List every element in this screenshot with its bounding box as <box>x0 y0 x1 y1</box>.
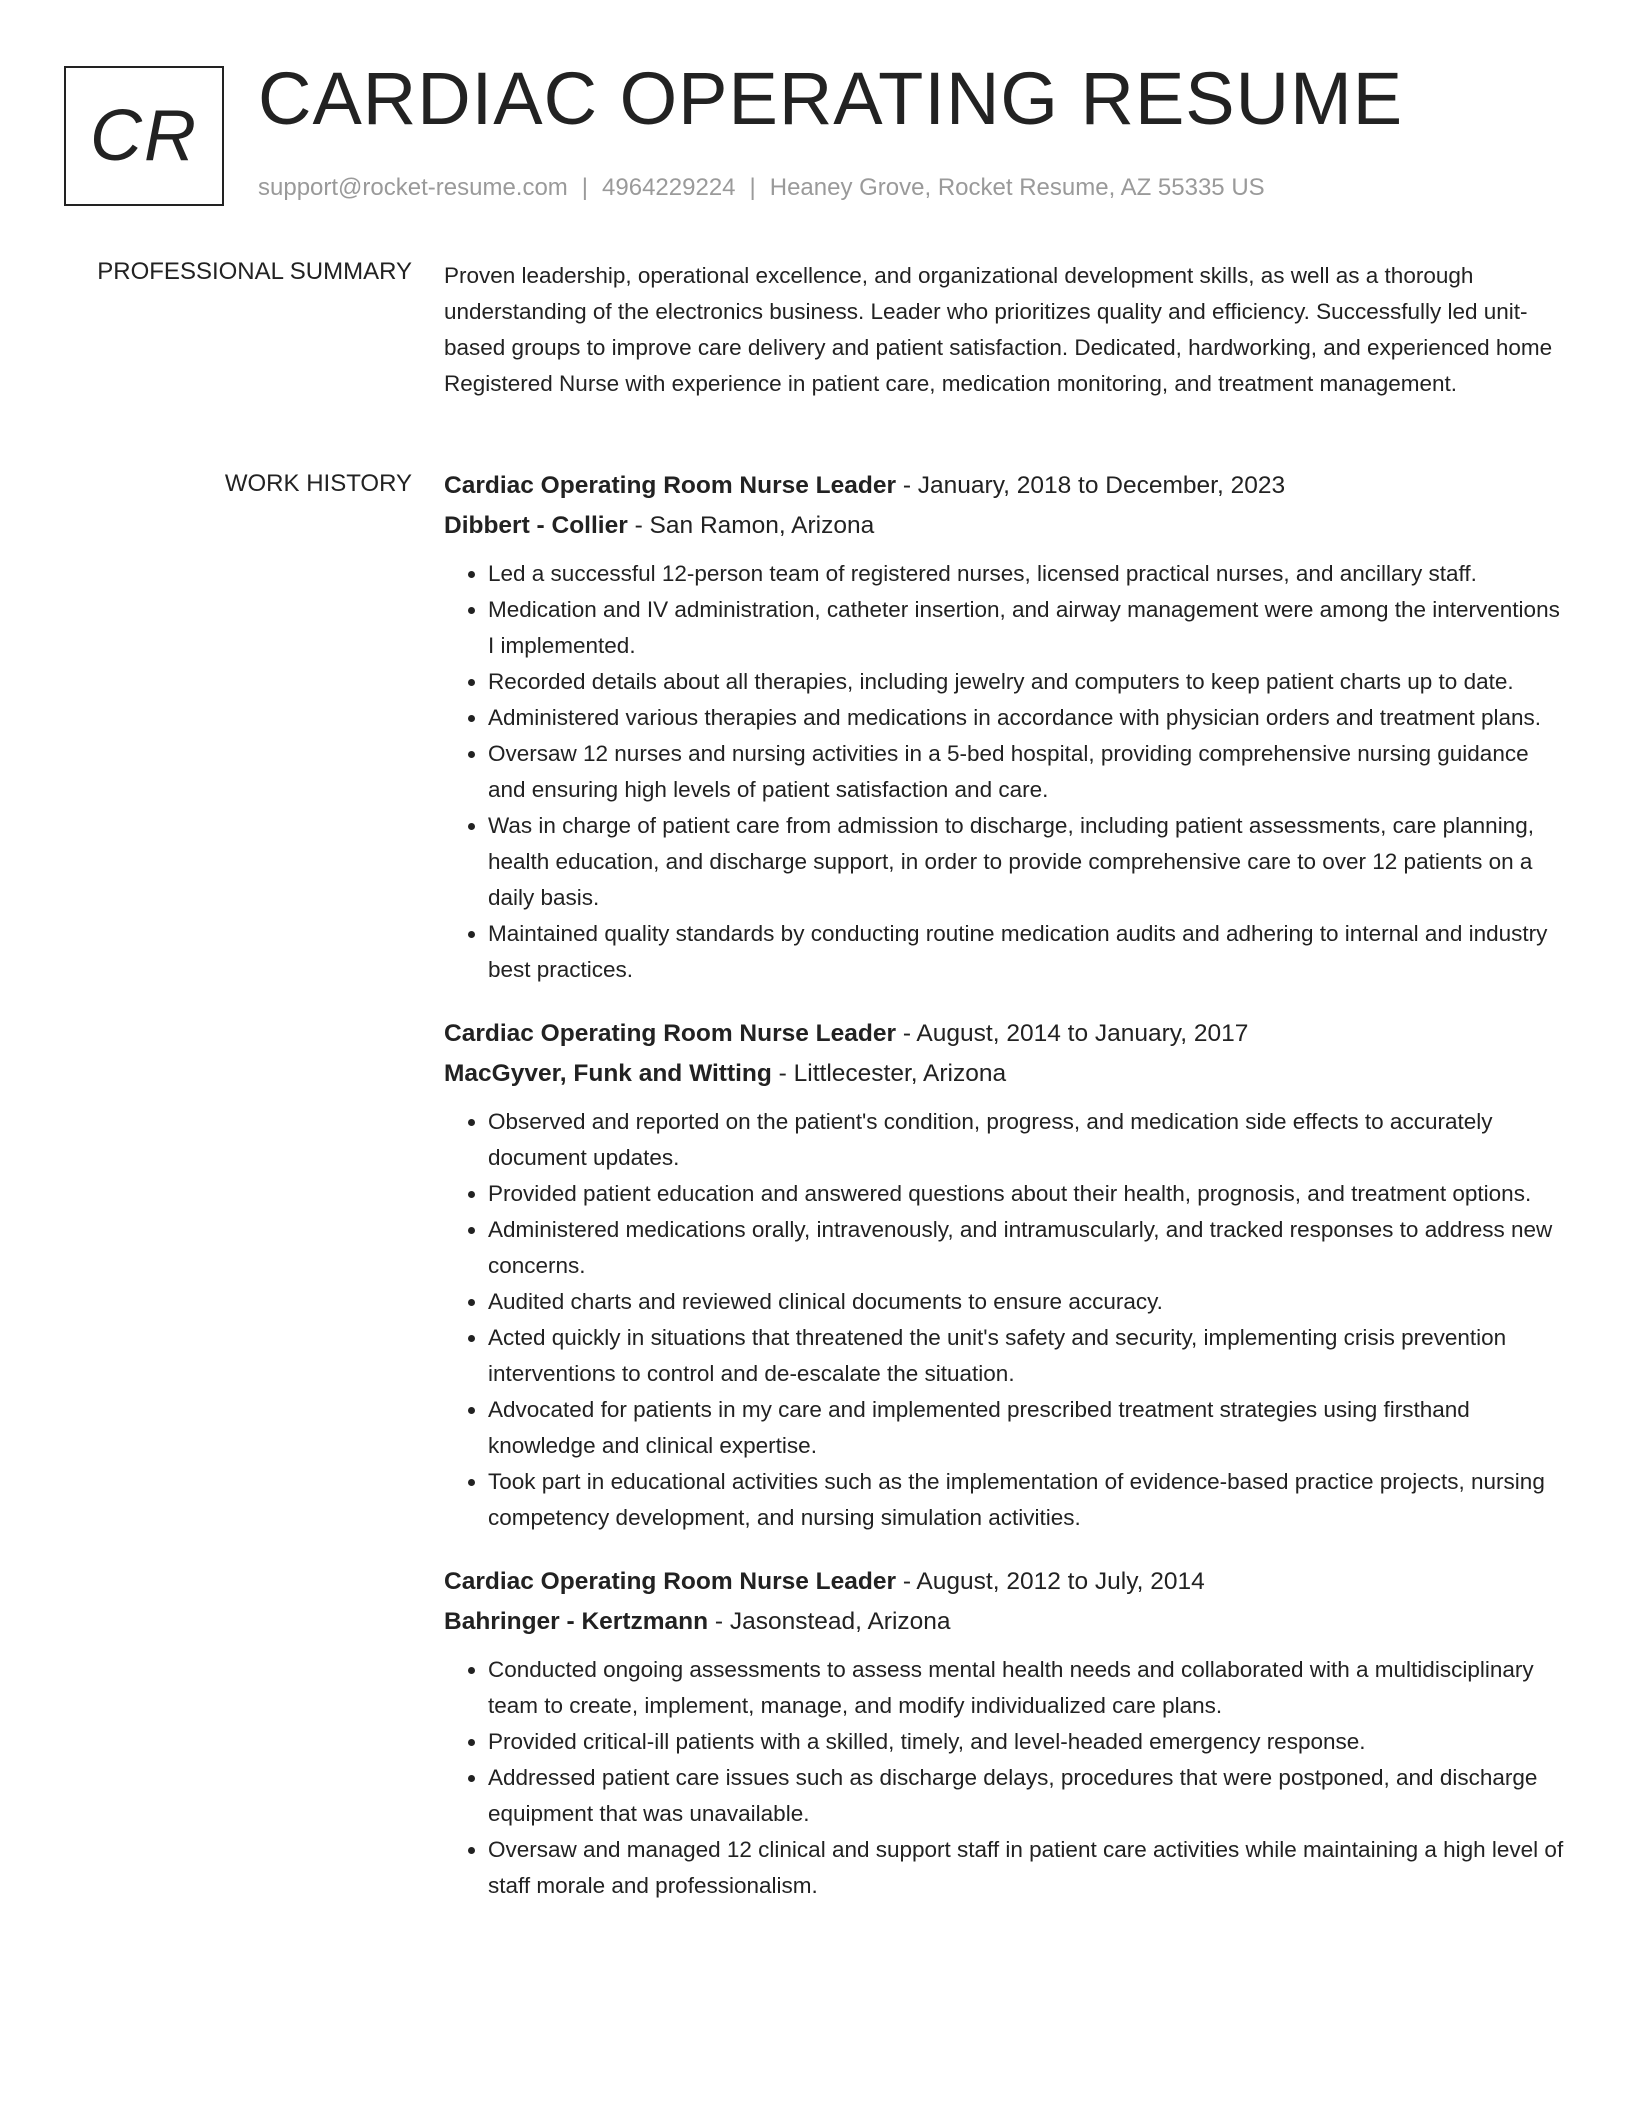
list-item: • Provided critical-ill patients with a skilled, timely, and level-headed emergency response. <box>488 1724 1564 1760</box>
list-item: • Recorded details about all therapies, including jewelry and computers to keep patient charts up to date. <box>488 664 1564 700</box>
list-item: • Was in charge of patient care from admission to discharge, including patient assessments, care planning, health education, and discharge support, in order to provide comprehensive care to over 12 patients on a daily basis. <box>488 808 1564 916</box>
monogram-box <box>64 66 224 206</box>
list-item: • Administered medications orally, intravenously, and intramuscularly, and tracked responses to address new concerns. <box>488 1212 1564 1284</box>
list-item: • Led a successful 12-person team of registered nurses, licensed practical nurses, and ancillary staff. <box>488 556 1564 592</box>
job-bullet-list <box>444 556 1564 988</box>
list-item: • Addressed patient care issues such as discharge delays, procedures that were postponed, and discharge equipment that was unavailable. <box>488 1760 1564 1832</box>
list-item: • Observed and reported on the patient's condition, progress, and medication side effects to accurately document updates. <box>488 1104 1564 1176</box>
list-item: • Maintained quality standards by conducting routine medication audits and adhering to internal and industry best practices. <box>488 916 1564 988</box>
resume-title: CARDIAC OPERATING RESUME <box>258 57 1404 140</box>
job-company-line <box>444 506 1564 546</box>
job-company: Dibbert - Collier <box>444 512 628 539</box>
summary-section-label: PROFESSIONAL SUMMARY <box>97 258 412 285</box>
list-item: • Administered various therapies and medications in accordance with physician orders and treatment plans. <box>488 700 1564 736</box>
list-item: • Conducted ongoing assessments to assess mental health needs and collaborated with a multidisciplinary team to create, implement, manage, and modify individualized care plans. <box>488 1652 1564 1724</box>
work-history-section-label: WORK HISTORY <box>224 470 412 497</box>
list-item: • Acted quickly in situations that threatened the unit's safety and security, implementing crisis prevention interventions to control and de-escalate the situation. <box>488 1320 1564 1392</box>
list-item: • Took part in educational activities such as the implementation of evidence-based practice projects, nursing competency development, and nursing simulation activities. <box>488 1464 1564 1536</box>
job-title: Cardiac Operating Room Nurse Leader <box>444 1568 897 1595</box>
contact-separator: | <box>581 174 589 201</box>
list-item: • Audited charts and reviewed clinical documents to ensure accuracy. <box>488 1284 1564 1320</box>
job-dates: - August, 2012 to July, 2014 <box>896 1568 1205 1595</box>
contact-line <box>258 174 1265 202</box>
job-bullet-list <box>444 1652 1564 1904</box>
job-title-line <box>444 1562 1564 1602</box>
job-bullet-list <box>444 1104 1564 1536</box>
job-dates: - January, 2018 to December, 2023 <box>896 472 1286 499</box>
job-dates: - August, 2014 to January, 2017 <box>896 1020 1249 1047</box>
monogram-initials: CR <box>90 96 198 176</box>
job-company: Bahringer - Kertzmann <box>444 1608 709 1635</box>
job-title: Cardiac Operating Room Nurse Leader <box>444 472 897 499</box>
job-company: MacGyver, Funk and Witting <box>444 1060 772 1087</box>
list-item: • Advocated for patients in my care and implemented prescribed treatment strategies using firsthand knowledge and clinical expertise. <box>488 1392 1564 1464</box>
job-title: Cardiac Operating Room Nurse Leader <box>444 1020 897 1047</box>
contact-address: Heaney Grove, Rocket Resume, AZ 55335 US <box>769 174 1265 201</box>
job-location: - Jasonstead, Arizona <box>708 1608 951 1635</box>
job-company-line <box>444 1602 1564 1642</box>
job-entry <box>444 1562 1564 1904</box>
job-title-line <box>444 1014 1564 1054</box>
contact-phone: 4964229224 <box>602 174 736 201</box>
job-entry <box>444 466 1564 988</box>
job-location: - Littlecester, Arizona <box>771 1060 1007 1087</box>
list-item: • Provided patient education and answered questions about their health, prognosis, and treatment options. <box>488 1176 1564 1212</box>
list-item: • Medication and IV administration, catheter insertion, and airway management were among the interventions I implemented. <box>488 592 1564 664</box>
job-company-line <box>444 1054 1564 1094</box>
list-item: • Oversaw 12 nurses and nursing activities in a 5-bed hospital, providing comprehensive nursing guidance and ensuring high levels of patient satisfaction and care. <box>488 736 1564 808</box>
list-item: • Oversaw and managed 12 clinical and support staff in patient care activities while maintaining a high level of staff morale and professionalism. <box>488 1832 1564 1904</box>
job-title-line <box>444 466 1564 506</box>
work-history <box>444 466 1564 1930</box>
job-location: - San Ramon, Arizona <box>627 512 875 539</box>
contact-separator: | <box>749 174 756 201</box>
job-entry <box>444 1014 1564 1536</box>
contact-email: support@rocket-resume.com <box>258 174 568 201</box>
summary-text: Proven leadership, operational excellence, and organizational development skills, as well as a thorough understanding of the electronics business. Leader who prioritizes quality and efficiency. Successfully led unit-based groups to improve care delivery and patient satisfaction. Dedicated, hardworking, and experienced home Registered Nurse with experience in patient care, medication monitoring, and treatment management. <box>444 263 1553 396</box>
